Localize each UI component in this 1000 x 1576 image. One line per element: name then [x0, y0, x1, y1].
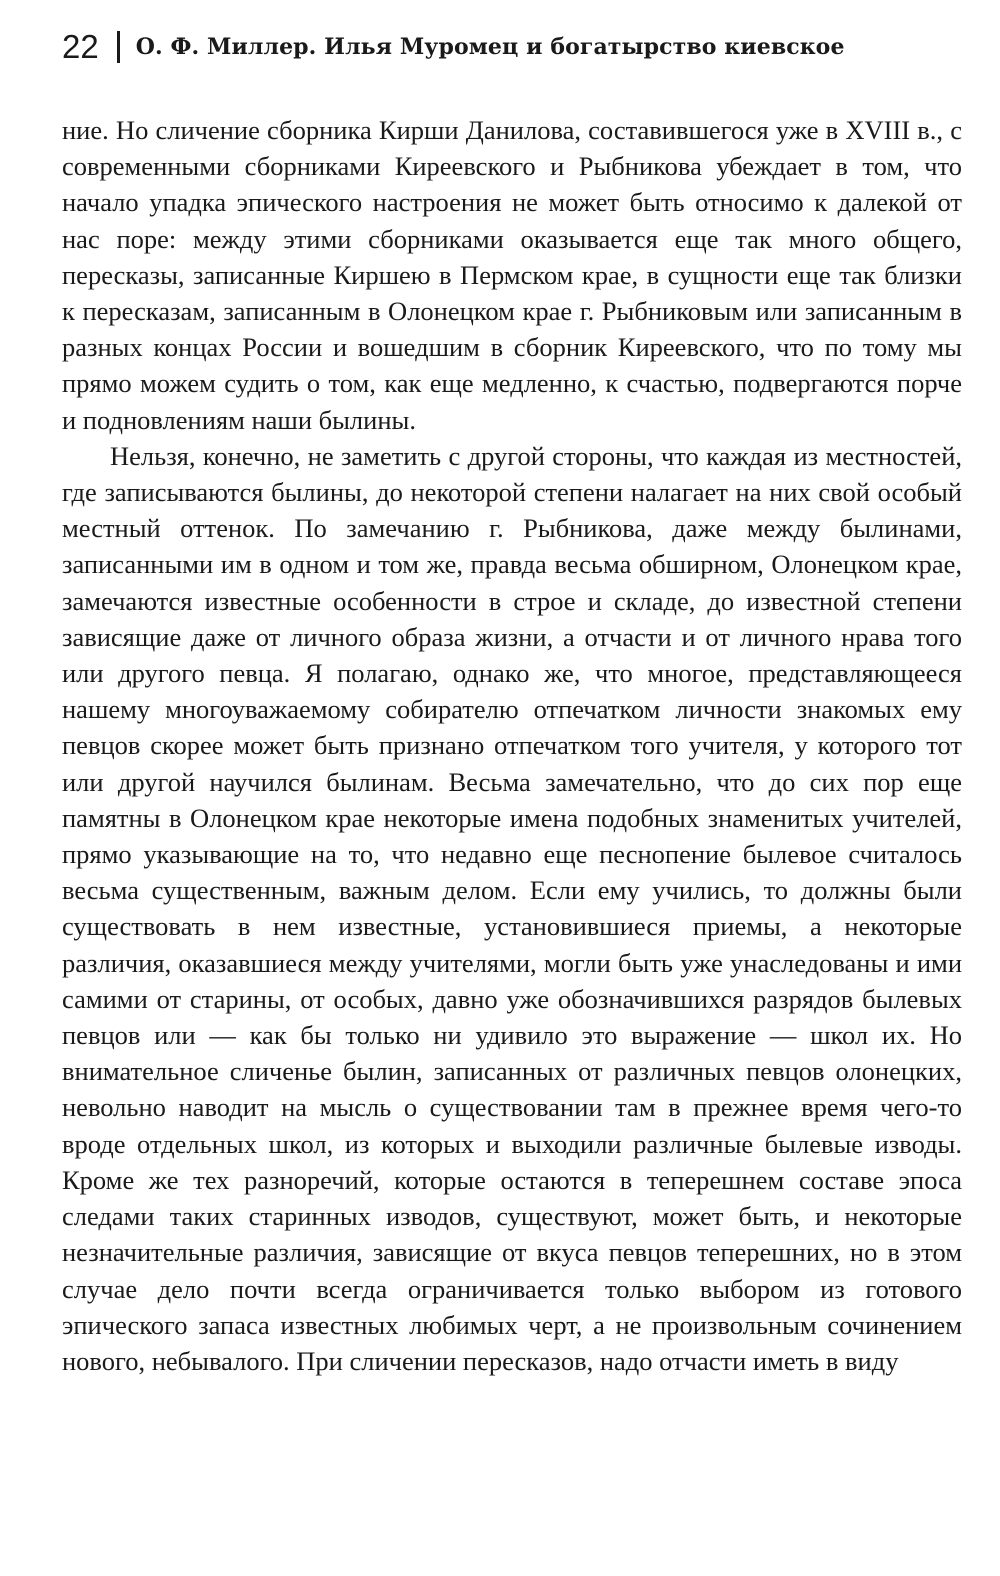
- body-text: [62, 112, 962, 1379]
- page-number: 22: [62, 28, 99, 65]
- running-head: [62, 22, 942, 72]
- running-head-title: О. Ф. Миллер. Илья Муромец и богатырство киевское: [135, 34, 845, 60]
- paragraph: Нельзя, конечно, не заметить с другой стороны, что каждая из местностей, где записываются былины, до некоторой степени налагает на них свой особый местный оттенок. По замечанию г. Рыбникова, даже между былинами, записанными им в одном и том же, правда весьма обширном, Олонецком крае, замечаются известные особенности в строе и складе, до известной степени зависящие даже от личного образа жизни, а отчасти и от личного нрава того или другого певца. Я полагаю, однако же, что многое, представляющееся нашему многоуважаемому собирателю отпечатком личности знакомых ему певцов скорее может быть признано отпечатком того учителя, у которого тот или другой научился былинам. Весьма замечательно, что до сих пор еще памятны в Олонецком крае некоторые имена подобных знаменитых учителей, прямо указывающие на то, что недавно еще песнопение былевое считалось весьма существенным, важным делом. Если ему учились, то должны были существовать в нем известные, установившиеся приемы, а некоторые различия, оказавшиеся между учителями, могли быть уже унаследованы и ими самими от старины, от особых, давно уже обозначившихся разрядов былевых певцов или — как бы только ни удивило это выражение — школ их. Но внимательное сличенье былин, записанных от различных певцов олонецких, невольно наводит на мысль о существовании там в прежнее время чего-то вроде отдельных школ, из которых и выходили различные былевые изводы. Кроме же тех разноречий, которые остаются в теперешнем составе эпоса следами таких старинных изводов, существуют, может быть, и некоторые незначительные различия, зависящие от вкуса певцов теперешних, но в этом случае дело почти всегда ограничивается только выбором из готового эпического запаса известных любимых черт, а не произвольным сочинением нового, небывалого. При сличении пересказов, надо отчасти иметь в виду: [62, 440, 962, 1376]
- paragraph-continuation: ние. Но сличение сборника Кирши Данилова, составившегося уже в XVIII в., с современными сборниками Киреевского и Рыбникова убеждает в том, что начало упадка эпического настроения не может быть относимо к далекой от нас поре: между этими сборниками оказывается еще так много общего, пересказы, записанные Киршею в Пермском крае, в сущности еще так близки к пересказам, записанным в Олонецком крае г. Рыбниковым или записанным в разных концах России и вошедшим в сборник Киреевского, что по тому мы прямо можем судить о том, как еще медленно, к счастью, подвергаются порче и подновлениям наши былины.: [62, 115, 962, 435]
- running-head-separator: [117, 31, 120, 63]
